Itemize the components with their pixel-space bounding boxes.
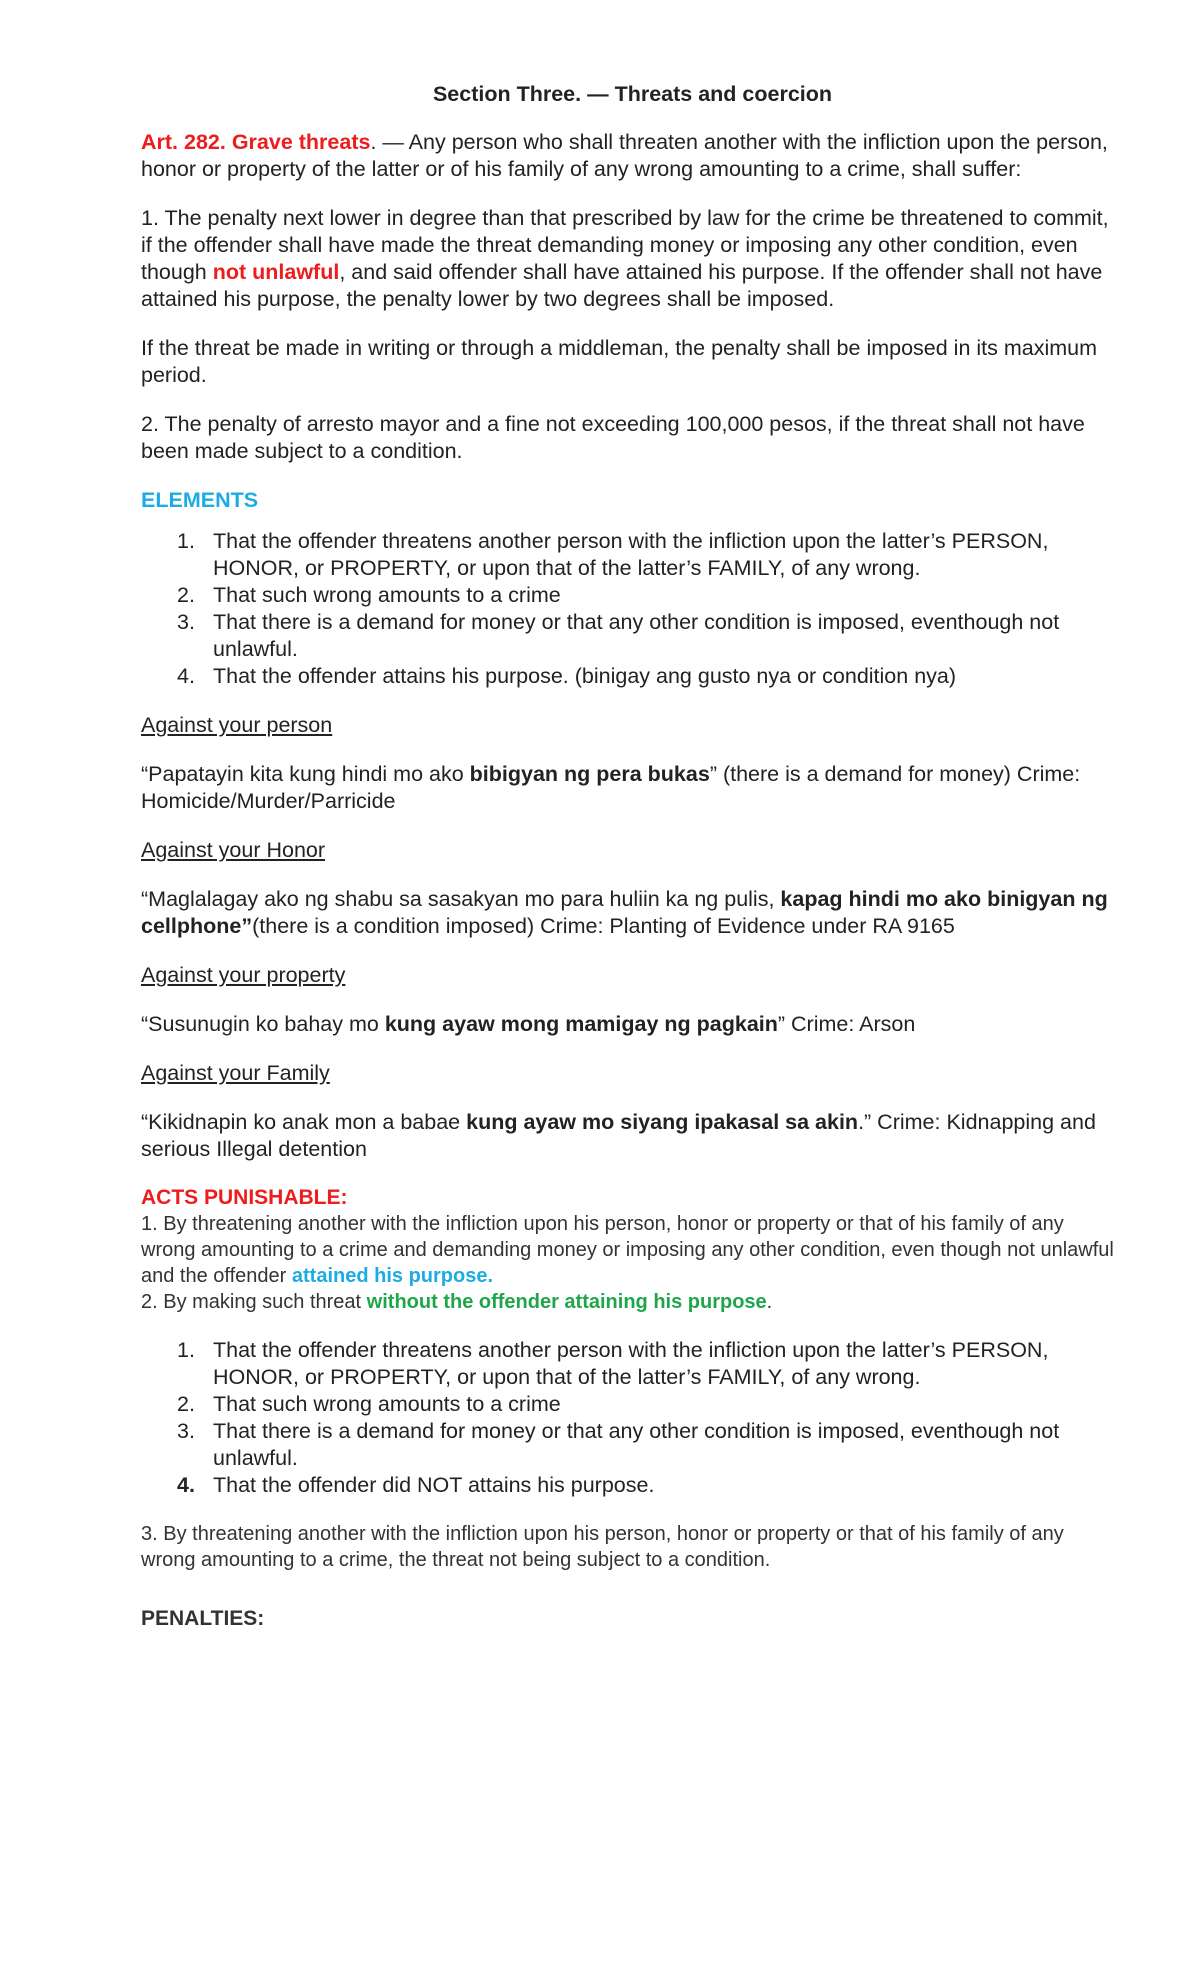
example-honor xyxy=(141,886,1120,940)
example-text: ” Crime: Arson xyxy=(777,1012,916,1036)
list-item xyxy=(141,528,1120,582)
item-text: That the offender attains his purpose. (binigay ang gusto nya or condition nya) xyxy=(213,664,957,688)
item-number: 3. xyxy=(177,610,195,634)
item-number: 3. xyxy=(177,1419,195,1443)
penalty-paragraph-2: If the threat be made in writing or through a middleman, the penalty shall be imposed in its maximum period. xyxy=(141,336,1098,387)
list-item xyxy=(141,1418,1120,1472)
example-bold: kapag hindi mo ako binigyan ng cellphone” xyxy=(141,887,1108,938)
example-heading-property: Against your property xyxy=(141,963,346,987)
item-number: 4. xyxy=(177,1473,195,1497)
example-text: ” (there is a demand for money) Crime: Homicide/Murder/Parricide xyxy=(141,762,1081,813)
elements-heading: ELEMENTS xyxy=(141,488,259,512)
act-1 xyxy=(141,1211,1120,1289)
penalty-paragraph-1 xyxy=(141,205,1120,313)
item-number: 2. xyxy=(177,1392,195,1416)
item-text: That the offender threatens another person with the infliction upon the latter’s PERSON, HONOR, or PROPERTY, or upon that of the latter’s FAMILY, of any wrong. xyxy=(213,529,1049,580)
act-3-block xyxy=(141,1521,1120,1573)
act-2 xyxy=(141,1289,1120,1315)
example-text: “Maglalagay ako ng shabu sa sasakyan mo para huliin ka ng pulis, xyxy=(141,887,781,911)
list-item xyxy=(141,1391,1120,1418)
act-text: 1. By threatening another with the infliction upon his person, honor or property or that of his family of any wrong amounting to a crime and demanding money or imposing any other condition, even though not unlawful and the offender xyxy=(141,1213,1114,1287)
elements-list xyxy=(141,528,1120,690)
example-bold: kung ayaw mo siyang ipakasal sa akin xyxy=(466,1110,859,1134)
list-item xyxy=(141,609,1120,663)
item-number: 4. xyxy=(177,664,195,688)
example-text: (there is a condition imposed) Crime: Planting of Evidence under RA 9165 xyxy=(252,914,955,938)
item-text: That there is a demand for money or that any other condition is imposed, eventhough not unlawful. xyxy=(213,1419,1060,1470)
acts-heading: ACTS PUNISHABLE: xyxy=(141,1186,348,1209)
example-heading-family: Against your Family xyxy=(141,1061,330,1085)
article-text: . — Any person who shall threaten another with the infliction upon the person, honor or property of the latter or of his family of any wrong amounting to a crime, shall suffer: xyxy=(141,130,1108,181)
section-title: Section Three. — Threats and coercion xyxy=(432,82,833,106)
para1-after: , and said offender shall have attained his purpose. If the offender shall not have attained his purpose, the penalty lower by two degrees shall be imposed. xyxy=(141,260,1103,311)
item-text: That the offender did NOT attains his purpose. xyxy=(213,1473,655,1497)
list-item xyxy=(141,582,1120,609)
example-heading-person: Against your person xyxy=(141,713,333,737)
example-text: “Susunugin ko bahay mo xyxy=(141,1012,385,1036)
item-text: That such wrong amounts to a crime xyxy=(213,583,561,607)
list-item xyxy=(141,1472,1120,1499)
item-number: 1. xyxy=(177,1338,195,1362)
example-bold: kung ayaw mong mamigay ng pagkain xyxy=(384,1012,778,1036)
list-item xyxy=(141,663,1120,690)
item-number: 1. xyxy=(177,529,195,553)
item-text: That there is a demand for money or that any other condition is imposed, eventhough not unlawful. xyxy=(213,610,1060,661)
penalty-paragraph-3: 2. The penalty of arresto mayor and a fine not exceeding 100,000 pesos, if the threat shall not have been made subject to a condition. xyxy=(141,412,1085,463)
item-text: That such wrong amounts to a crime xyxy=(213,1392,561,1416)
act-text: . xyxy=(766,1291,773,1313)
article-title: Art. 282. Grave threats xyxy=(141,130,371,154)
example-bold: bibigyan ng pera bukas xyxy=(469,762,710,786)
example-property xyxy=(141,1011,1120,1038)
penalties-heading: PENALTIES: xyxy=(141,1607,265,1630)
example-family xyxy=(141,1109,1120,1163)
example-text: “Kikidnapin ko anak mon a babae xyxy=(141,1110,467,1134)
list-item xyxy=(141,1337,1120,1391)
elements-list-2 xyxy=(141,1337,1120,1499)
act-highlight: without the offender attaining his purpose xyxy=(366,1291,767,1313)
example-heading-honor: Against your Honor xyxy=(141,838,326,862)
item-text: That the offender threatens another person with the infliction upon the latter’s PERSON, HONOR, or PROPERTY, or upon that of the latter’s FAMILY, of any wrong. xyxy=(213,1338,1049,1389)
example-text: “Papatayin kita kung hindi mo ako xyxy=(141,762,470,786)
para1-before: 1. The penalty next lower in degree than that prescribed by law for the crime be threatened to commit, if the offender shall have made the threat demanding money or imposing any other condition, even though xyxy=(141,206,1109,284)
example-text: .” Crime: Kidnapping and serious Illegal detention xyxy=(141,1110,1096,1161)
para1-highlight: not unlawful xyxy=(212,260,340,284)
act-3: 3. By threatening another with the infliction upon his person, honor or property or that of his family of any wrong amounting to a crime, the threat not being subject to a condition. xyxy=(141,1523,1064,1571)
item-number: 2. xyxy=(177,583,195,607)
example-person xyxy=(141,761,1120,815)
act-highlight: attained his purpose. xyxy=(291,1265,494,1287)
act-text: 2. By making such threat xyxy=(141,1291,367,1313)
acts-punishable xyxy=(141,1185,1120,1315)
article-intro xyxy=(141,129,1120,183)
